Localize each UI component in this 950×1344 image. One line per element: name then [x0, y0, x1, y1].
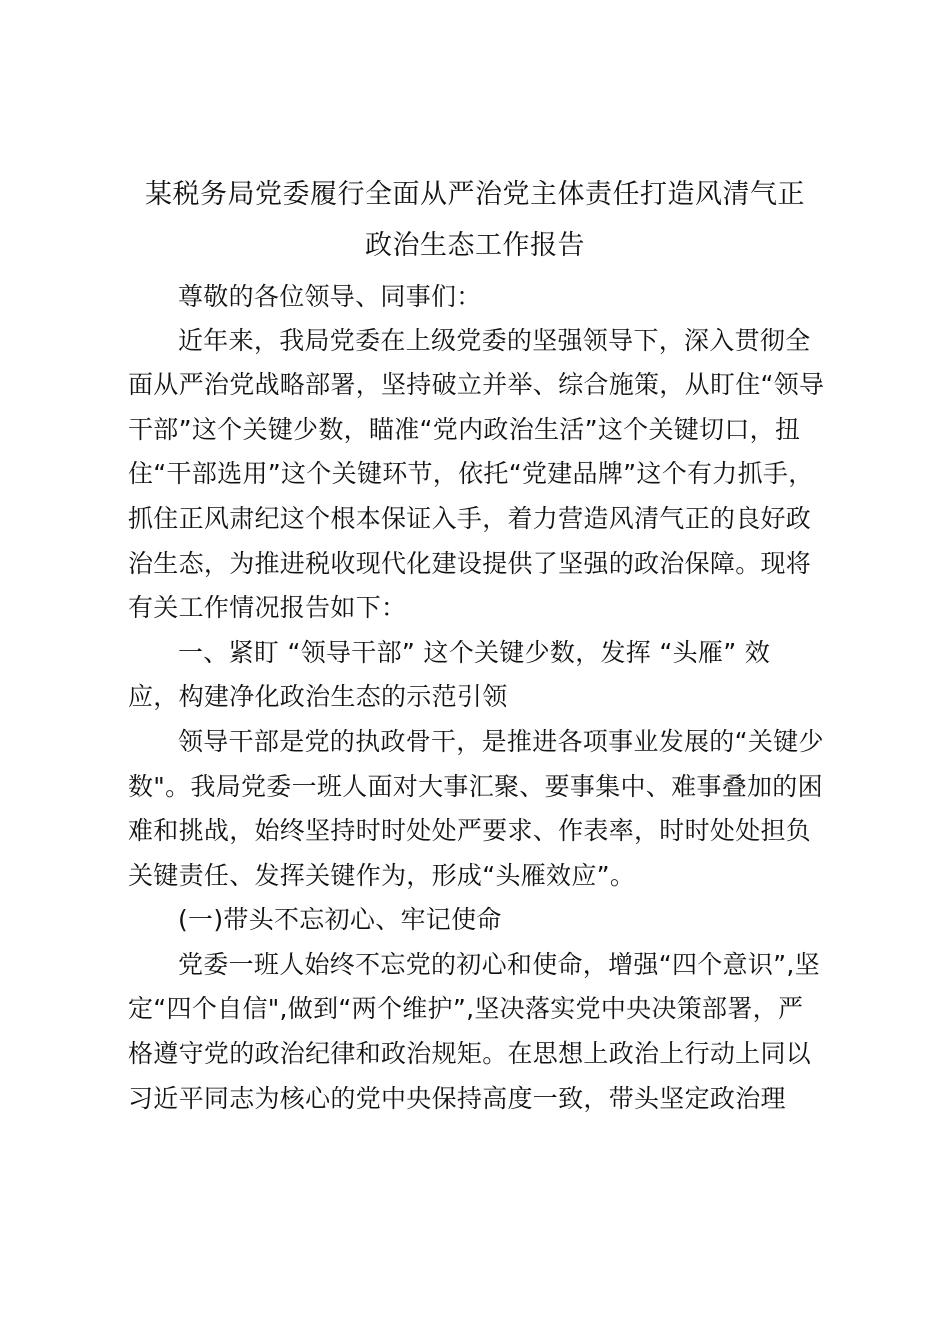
- document-title-line-1: 某税务局党委履行全面从严治党主体责任打造风清气正: [145, 179, 805, 210]
- paragraph-line: 有关工作情况报告如下：: [128, 593, 407, 622]
- paragraph-line: 数"。我局党委一班人面对大事汇聚、要事集中、难事叠加的困: [128, 772, 823, 801]
- section-heading-line: 一、紧盯 “领导干部” 这个关键少数，发挥 “头雁” 效: [178, 638, 770, 667]
- paragraph-line: 抓住正风肃纪这个根本保证入手，着力营造风清气正的良好政: [128, 504, 812, 533]
- paragraph-line: 习近平同志为核心的党中央保持高度一致，带头坚定政治理: [128, 1084, 786, 1113]
- paragraph-line: 关键责任、发挥关键作为，形成“头雁效应”。: [128, 861, 636, 890]
- paragraph-line: 领导干部是党的执政骨干，是推进各项事业发展的“关键少: [178, 727, 824, 756]
- paragraph-line: 住“干部选用”这个关键环节，依托“党建品牌”这个有力抓手，: [128, 459, 814, 488]
- paragraph-line: 面从严治党战略部署，坚持破立并举、综合施策，从盯住“领导: [128, 370, 825, 399]
- paragraph-line: 近年来，我局党委在上级党委的坚强领导下，深入贯彻全: [178, 326, 811, 355]
- paragraph-line: 党委一班人始终不忘党的初心和使命，增强“四个意识”,坚: [178, 950, 820, 979]
- salutation: 尊敬的各位领导、同事们：: [178, 282, 482, 311]
- subsection-heading: (一)带头不忘初心、牢记使命: [178, 905, 502, 934]
- paragraph-line: 治生态，为推进税收现代化建设提供了坚强的政治保障。现将: [128, 549, 812, 578]
- paragraph-line: 定“四个自信",做到“两个维护”,坚决落实党中央决策部署，严: [128, 994, 804, 1023]
- document-title-line-2: 政治生态工作报告: [365, 230, 585, 261]
- paragraph-line: 格遵守党的政治纪律和政治规矩。在思想上政治上行动上同以: [128, 1039, 812, 1068]
- paragraph-line: 干部”这个关键少数，瞄准“党内政治生活”这个关键切口，扭: [128, 415, 801, 444]
- section-heading-line: 应，构建净化政治生态的示范引领: [128, 682, 508, 711]
- paragraph-line: 难和挑战，始终坚持时时处处严要求、作表率，时时处处担负: [128, 816, 812, 845]
